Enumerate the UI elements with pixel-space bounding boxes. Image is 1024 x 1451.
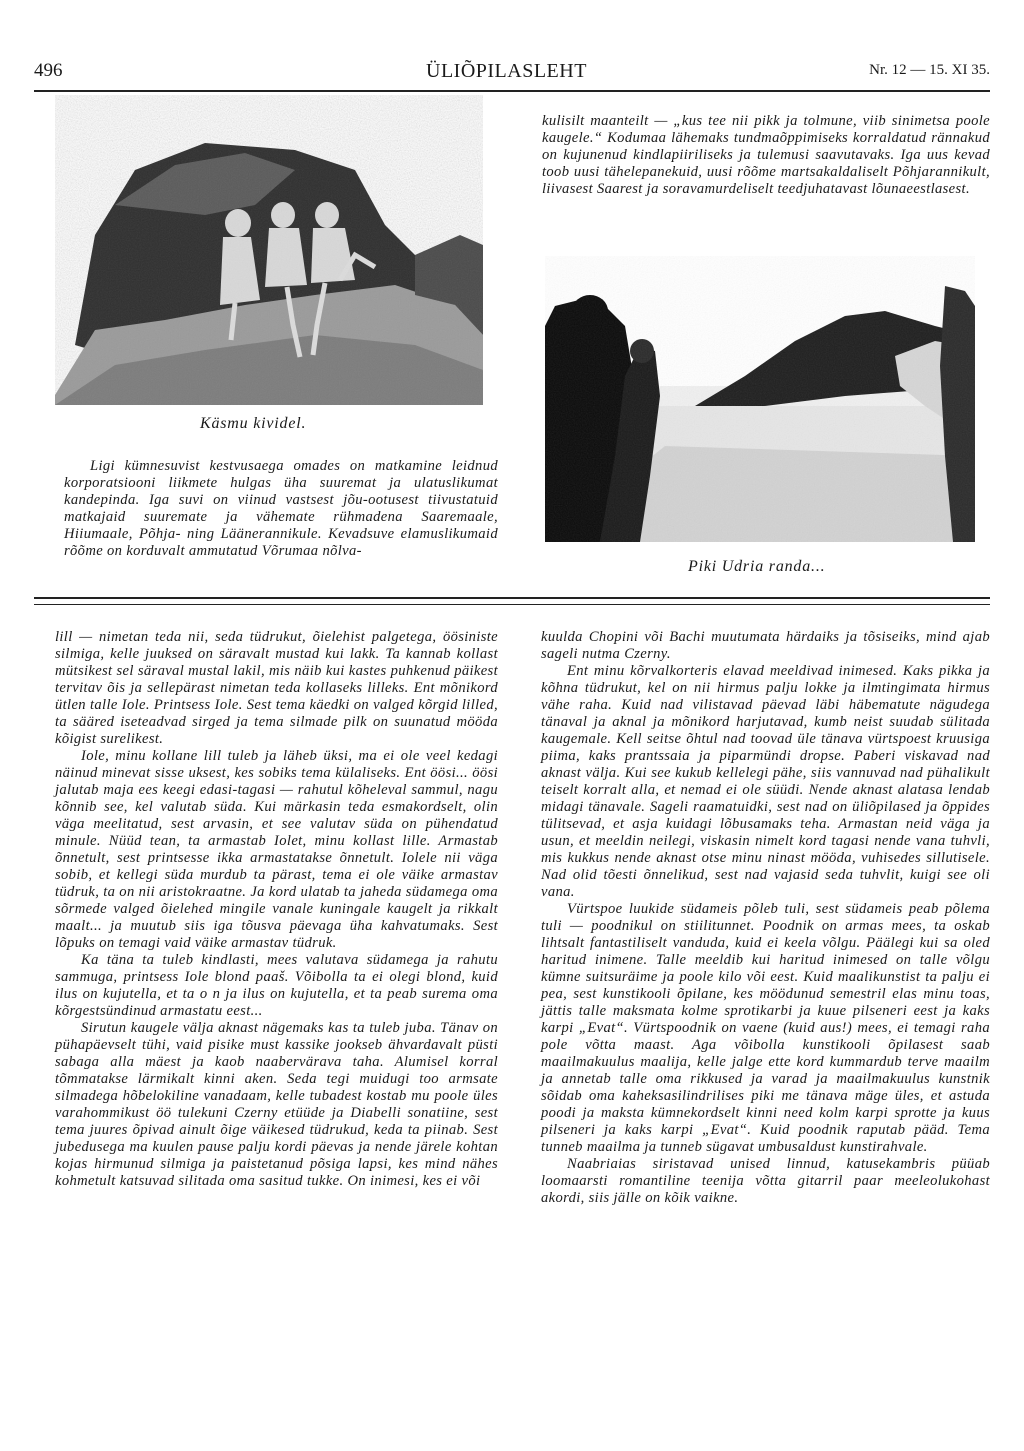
header-rule bbox=[34, 90, 990, 92]
issue-info: Nr. 12 — 15. XI 35. bbox=[869, 62, 990, 78]
photo-udria-beach bbox=[545, 256, 975, 542]
photo2-caption: Piki Udria randa... bbox=[688, 558, 826, 575]
story-paragraph: kuulda Chopini või Bachi muutumata härdaiks ja tõsiseiks, mind ajab sageli nutma Czerny. bbox=[541, 629, 990, 662]
story-column-left bbox=[55, 629, 498, 1190]
story-paragraph: Ent minu kõrvalkorteris elavad meeldivad inimesed. Kaks pikka ja kõhna tüdrukut, kel on nii hirmus palju lokke ja ilmtingimata hirmus vähe raha. Kuid nad vilistavad päevad läbi häbematute nägudega tänaval ja aknal ja mõnikord harjutavad, kumb neist suudab sülitada kaugemale. Kell seitse õhtul nad toovad üle tänava vürtspoest kruusiga piima, kaks prantssaia ja piparmündi dropse. Paberi viskavad nad aknast välja. Kui see kukub kellelegi pähe, siis vannuvad nad pühalikult teiselt korralt alla, et nemad ei ole süüdi. Nende aknast alatasa lendab midagi tänavale. Sageli raamatuidki, sest nad on üliõpilased ja õppides tülitsevad, et asja kuidagi lõbusamaks teha. Armastan neid väga ja usun, et meeldin neilegi, viskasin nimelt kord tagasi nende vana tuhvli, mis kukkus nende aknast otse minu ninast mööda, vuhisedes sillutisele. Nad olid tõesti õnnelikud, sest nad vajasid seda tuhvlit, kuigi see oli vana. bbox=[541, 663, 990, 900]
intro-text-left bbox=[64, 458, 498, 560]
story-paragraph: Naabriaias siristavad unised linnud, katusekambris püüab loomaarsti romantiline teenija võtta gitarril paar meeleolukohast akordi, siis jälle on kõik vaikne. bbox=[541, 1156, 990, 1206]
page-number: 496 bbox=[34, 60, 63, 81]
publication-title: ÜLIÕPILASLEHT bbox=[426, 60, 587, 82]
story-paragraph: Sirutun kaugele välja aknast nägemaks kas ta tuleb juba. Tänav on pühapäevselt tühi, vaid pisike must kassike jookseb ähvardavalt püsti sabaga alla mäest ja kaob naabervärava taha. Alumisel korral tõmmatakse lärmikalt kinni aken. Seda tegi muidugi too armsate silmadega hõbelokiline vanadaam, kelle tubadest kostab mu poole üles varahommikust öö tulekuni Czerny etüüde ja Diabelli sonatiine, sest tema juures õpivad ainult õige väikesed tüdrukud, keda ta piinab. Sest jubedusega ma kuulen pause palju kordi päevas ja nende järele kohtan kojas hirmunud silmiga ja paistetanud põsiga lapsi, kes mind nähes kohmetult katsuvad silitada oma sasitud tukke. On inimesi, kes ei või bbox=[55, 1020, 498, 1189]
section-divider bbox=[34, 597, 990, 605]
story-paragraph: lill — nimetan teda nii, seda tüdrukut, õielehist palgetega, öösiniste silmiga, kelle juuksed on säravalt mustad kui lakk. Ta kannab kollast mütsikest sel säraval mustal lakil, mis näib kui kastes puhkenud päikest tervitav õis ja sellepärast nimetan teda kollaseks lilleks. Ent mõnikord ütlen talle Iole. Printsess Iole. Sest tema käedki on valged kõrgid lilled, ta sääred iseteadvad sirged ja tema silmade pilk on suunatud mööda kõigist surelikest. bbox=[55, 629, 498, 747]
story-paragraph: Ka täna ta tuleb kindlasti, mees valutava südamega ja rahutu sammuga, printsess Iole blond paaš. Võibolla ta ei olegi blond, kuid ilus on kujutella, et ta o n ja ilus on kujutella, et ta peab surema oma kõrgestsündinud armastatu eest... bbox=[55, 952, 498, 1019]
story-column-right bbox=[541, 629, 990, 1207]
intro-left-paragraph: Ligi kümnesuvist kestvusaega omades on matkamine leidnud korporatsiooni liikmete hulgas üha suuremat ja ulatuslikumat kandepinda. Iga suvi on viinud vastsest jõu-ootusest tiivustatuid matkajaid suuremate ja vähemate rühmadena Saaremaale, Hiiumaale, Põhja- ning Läänerannikule. Kevadsuve elamuslikumaid rõõme on korduvalt ammutatud Võrumaa nõlva- bbox=[64, 458, 498, 559]
intro-text-right bbox=[542, 113, 990, 198]
photo-kasmu-rocks bbox=[55, 95, 483, 405]
intro-right-paragraph: kulisilt maanteilt — „kus tee nii pikk ja tolmune, viib sinimetsa poole kaugele.“ Kodumaa lähemaks tundmaõppimiseks korraldatud rännakud on kujunenud kindlapiiriliseks ja tulemusi saavutavaks. Iga uus kevad toob uusi tähelepanekuid, uusi rõõme martsakaldaliselt Põhjarannikult, liivasest Saarest ja soravamurdeliselt teedjuhatavast lõunaeestlasest. bbox=[542, 113, 990, 197]
story-paragraph: Iole, minu kollane lill tuleb ja läheb üksi, ma ei ole veel kedagi näinud minevat sisse uksest, kes sobiks tema külaliseks. Ent öösi... öösi jalutab maja ees keegi edasi-tagasi — rahutul kõheleval sammul, nagu kõnnib see, kel valutab süda. Kui märkasin teda esmakordselt, olin väga meelitatud, sest arvasin, et see valutav süda on pühendatud minule. Nüüd tean, ta armastab Iolet, minu kollast lille. Armastab õnnetult, sest printsesse ikka armastatakse õnnetult. Iolele nii väga sobib, et kellegi süda murdub ta pärast, tema ei ole väike armastav tüdruk, ta on nii aristokraatne. Ja kord ulatab ta jaheda südamega oma sõrmede valged õielehed mingile vanale kuningale kaugelt ja rikkalt maalt... ja muutub siis iga tõusva päevaga üha kahvatumaks. Sest lõpuks on temagi vaid väike armastav tüdruk. bbox=[55, 748, 498, 951]
photo1-caption: Käsmu kividel. bbox=[200, 415, 307, 432]
story-paragraph: Vürtspoe luukide südameis põleb tuli, sest südameis peab põlema tuli — poodnikul on stiilitunnet. Poodnik on armas mees, ta oskab lihtsalt fantastiliselt vanduda, kuid ei keela võlgu. Päälegi kui sa oled haritud inimene. Talle meeldib kui haritud inimesed on talle võlgu kümne suitsuräime ja poole kilo või eest. Kuid maalikunstist ta palju ei pea, sest kunstikooli õpilane, kes möödunud semestril elas minu toas, jättis talle maksmata kolme sprotikarbi ja kuue pilseneri eest ja kaks karpi „Evat“. Vürtspoodnik on vaene (kuid aus!) mees, ei temagi raha pole võtta maast. Aga võibolla kunstikooli õpilasest saab maailmakuulus maalija, kelle jalge ette kord kummardub terve maailm ja annetab talle oma rikkused ja varad ja maailmakuulus kunstnik sõidab oma kaheksasilindrilises piki me tänava mäge üles, et astuda poodi ja maksta kümnekordselt kinni need kolm karpi sprotte ja kuus pilseneri ja kaks karpi „Evat“. Kuid poodnik raputab pääd. Tema tunneb maailma ja tunneb sügavat umbusaldust kunstirahvale. bbox=[541, 901, 990, 1155]
page-header bbox=[34, 60, 990, 84]
